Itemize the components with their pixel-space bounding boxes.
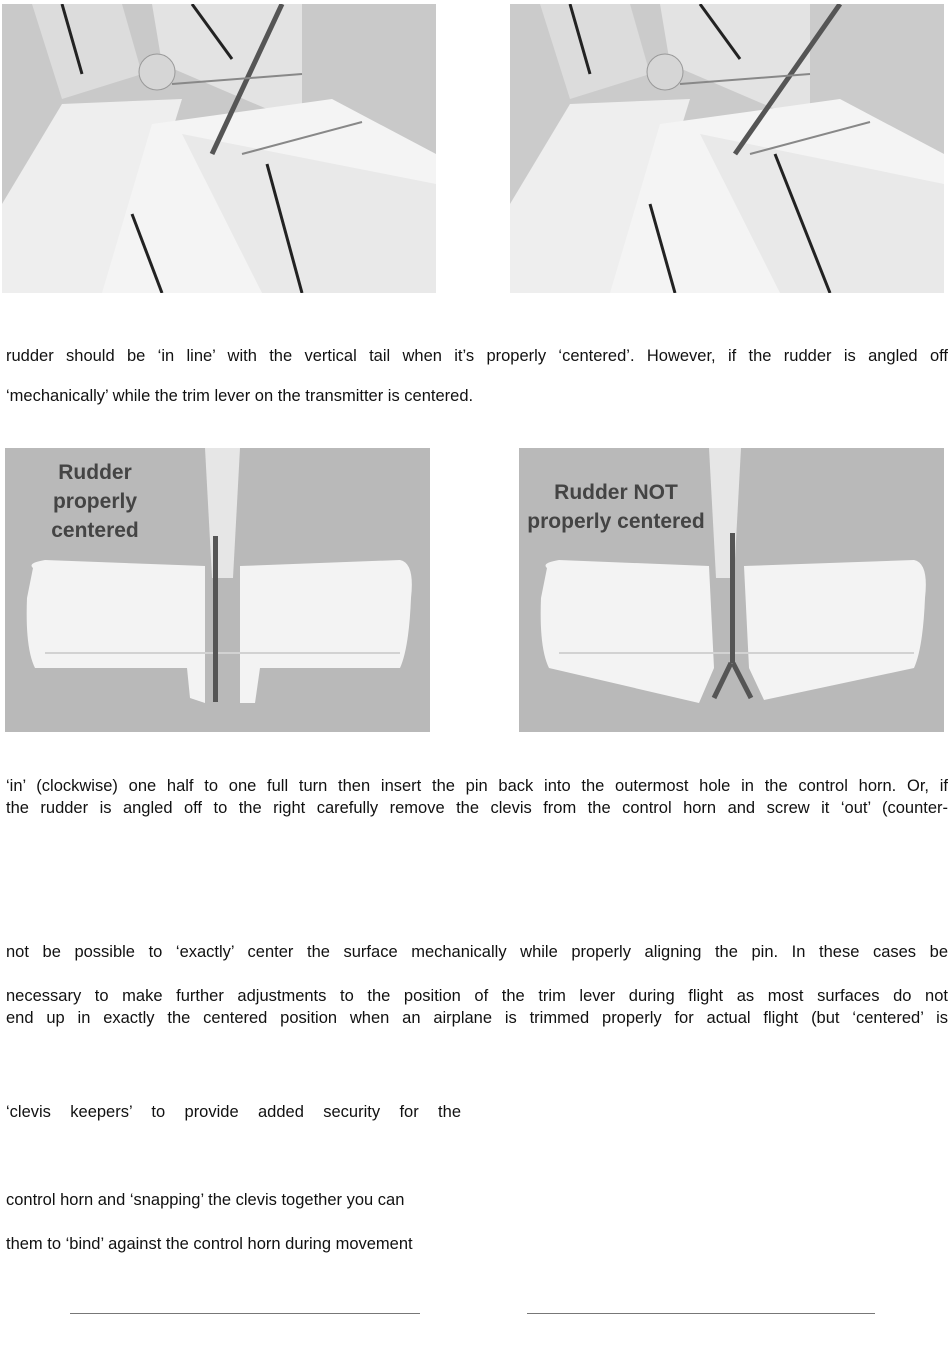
text-p3-line-1: not be possible to ‘exactly’ center the surface mechanically while properly aligning the pin. In these cases be xyxy=(6,943,948,961)
tail-caption-right-line-1: Rudder NOT xyxy=(554,481,678,504)
tail-photo-right xyxy=(519,448,944,732)
tail-caption-left-line-2: properly xyxy=(52,490,138,513)
tail-caption-left-line-1: Rudder xyxy=(58,461,132,484)
tail-caption-right-line-2: properly centered xyxy=(527,510,705,533)
tail-photo-left xyxy=(5,448,430,732)
signature-line-left xyxy=(70,1313,420,1314)
clevis-photo-left xyxy=(2,4,436,293)
clevis-photo-left-image xyxy=(2,4,436,293)
text-p4-line-3: them to ‘bind’ against the control horn during movement xyxy=(6,1235,413,1253)
text-p3-line-2: necessary to make further adjustments to the position of the trim lever during flight as most surfaces do not xyxy=(6,987,948,1005)
clevis-photo-right-image xyxy=(510,4,944,293)
clevis-photo-right xyxy=(510,4,944,293)
text-p1-line-1: rudder should be ‘in line’ with the vertical tail when it’s properly ‘centered’. However, if the rudder is angled off xyxy=(6,347,948,365)
signature-line-right xyxy=(527,1313,875,1314)
text-p2-line-1: ‘in’ (clockwise) one half to one full turn then insert the pin back into the outermost hole in the control horn. Or, if xyxy=(6,777,948,795)
tail-caption-left-line-3: centered xyxy=(51,519,139,542)
text-p4-line-2: control horn and ‘snapping’ the clevis together you can xyxy=(6,1191,405,1209)
tail-caption-left xyxy=(35,458,155,545)
text-p4-line-1: ‘clevis keepers’ to provide added security for the xyxy=(6,1103,461,1121)
text-p3-line-3: end up in exactly the centered position when an airplane is trimmed properly for actual flight (but ‘centered’ is xyxy=(6,1009,948,1027)
text-p2-line-2: the rudder is angled off to the right carefully remove the clevis from the control horn and screw it ‘out’ (counter- xyxy=(6,799,948,817)
tail-caption-right xyxy=(521,478,711,536)
text-p1-line-2: ‘mechanically’ while the trim lever on the transmitter is centered. xyxy=(6,387,474,405)
